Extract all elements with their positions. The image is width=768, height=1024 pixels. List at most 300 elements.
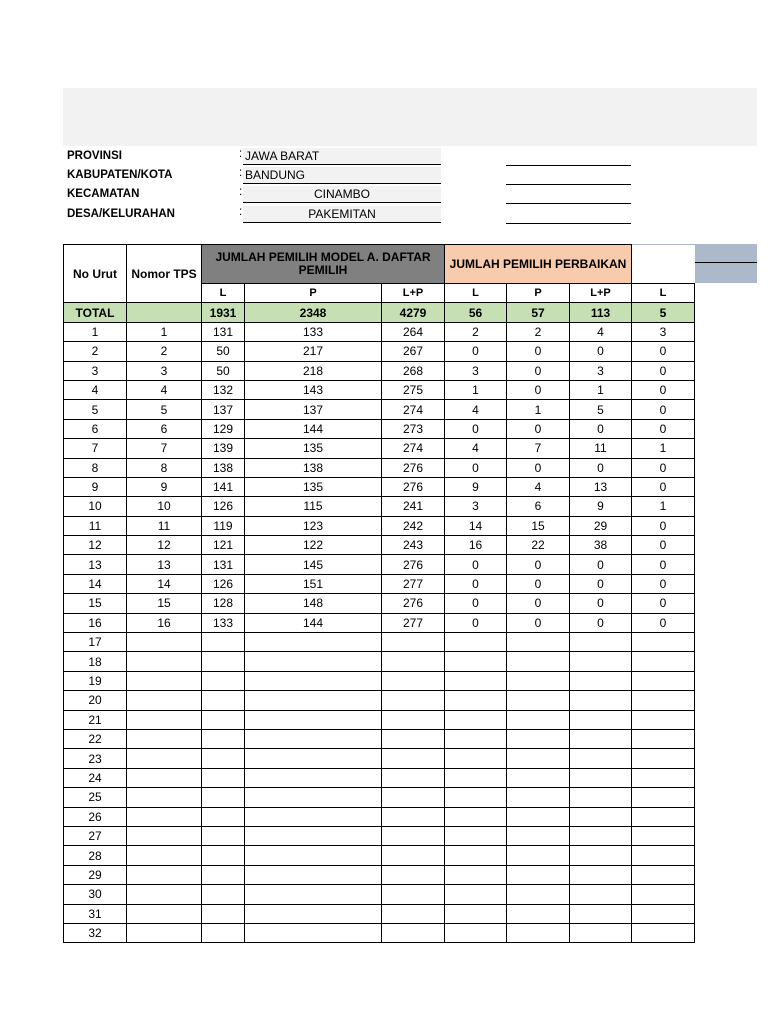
table-cell[interactable] [570,749,632,768]
table-cell[interactable]: 0 [445,574,507,593]
table-row [64,555,695,574]
table-cell[interactable] [382,671,445,690]
table-cell[interactable]: 129 [202,419,245,438]
table-cell[interactable] [507,807,570,826]
table-cell[interactable]: 31 [64,904,127,923]
table-cell[interactable]: 273 [382,419,445,438]
table-cell[interactable] [445,788,507,807]
table-cell[interactable] [632,788,695,807]
table-cell[interactable] [382,923,445,942]
table-cell[interactable] [570,768,632,787]
table-cell[interactable] [382,749,445,768]
table-cell[interactable]: 133 [245,322,382,341]
table-cell[interactable]: 0 [632,400,695,419]
table-cell[interactable]: 0 [445,458,507,477]
table-cell[interactable]: 135 [245,439,382,458]
table-cell[interactable] [382,826,445,845]
table-cell[interactable] [202,652,245,671]
table-cell[interactable]: 0 [445,419,507,438]
table-cell[interactable]: 14 [445,516,507,535]
table-cell[interactable] [507,749,570,768]
table-cell[interactable] [245,652,382,671]
table-cell[interactable] [570,788,632,807]
table-cell[interactable]: 6 [127,419,202,438]
table-cell[interactable]: 138 [245,458,382,477]
table-cell[interactable]: 0 [632,555,695,574]
table-cell[interactable] [445,633,507,652]
table-cell[interactable]: 8 [64,458,127,477]
table-cell[interactable]: 2 [507,322,570,341]
table-cell[interactable] [570,671,632,690]
table-cell[interactable] [445,671,507,690]
provinsi-extra-field[interactable] [506,148,631,166]
table-cell[interactable]: 15 [507,516,570,535]
table-cell[interactable]: 2 [127,342,202,361]
table-cell[interactable]: 4 [570,322,632,341]
table-cell[interactable] [245,826,382,845]
table-cell[interactable] [507,633,570,652]
table-cell[interactable] [507,671,570,690]
table-cell[interactable]: 0 [507,419,570,438]
table-cell[interactable] [445,807,507,826]
table-cell[interactable]: 9 [570,497,632,516]
table-cell[interactable]: 133 [202,613,245,632]
table-cell[interactable]: 139 [202,439,245,458]
table-cell[interactable] [382,788,445,807]
table-cell[interactable]: 0 [632,380,695,399]
table-cell[interactable] [507,768,570,787]
table-cell[interactable] [382,846,445,865]
provinsi-value[interactable]: JAWA BARAT [243,148,441,165]
table-cell[interactable] [127,904,202,923]
table-cell[interactable]: 145 [245,555,382,574]
table-cell[interactable]: 276 [382,477,445,496]
table-cell[interactable] [245,788,382,807]
table-cell[interactable] [445,904,507,923]
table-cell[interactable] [445,865,507,884]
table-cell[interactable] [445,729,507,748]
table-cell[interactable]: 243 [382,536,445,555]
table-cell[interactable]: 128 [202,594,245,613]
table-cell[interactable]: 13 [64,555,127,574]
table-cell[interactable]: 13 [570,477,632,496]
table-cell[interactable] [570,633,632,652]
table-cell[interactable]: 3 [570,361,632,380]
table-cell[interactable] [632,904,695,923]
table-cell[interactable]: 3 [64,361,127,380]
table-cell[interactable] [127,846,202,865]
table-cell[interactable]: 0 [570,613,632,632]
table-cell[interactable]: 16 [445,536,507,555]
table-cell[interactable] [382,904,445,923]
kabupaten-value[interactable]: BANDUNG [243,167,441,184]
table-cell[interactable] [127,710,202,729]
table-cell[interactable]: 122 [245,536,382,555]
table-cell[interactable]: 1 [632,497,695,516]
table-cell[interactable] [570,710,632,729]
table-cell[interactable] [632,768,695,787]
table-cell[interactable]: 0 [632,419,695,438]
table-cell[interactable]: 131 [202,322,245,341]
table-cell[interactable]: 0 [632,536,695,555]
table-cell[interactable] [507,885,570,904]
table-cell[interactable] [445,768,507,787]
table-cell[interactable]: 0 [570,574,632,593]
table-cell[interactable]: 16 [127,613,202,632]
table-cell[interactable] [632,865,695,884]
table-cell[interactable] [507,710,570,729]
table-cell[interactable] [382,768,445,787]
table-cell[interactable]: 19 [64,671,127,690]
table-cell[interactable]: 3 [127,361,202,380]
table-cell[interactable] [202,846,245,865]
table-cell[interactable] [570,923,632,942]
table-cell[interactable]: 268 [382,361,445,380]
table-cell[interactable]: 0 [507,380,570,399]
table-cell[interactable] [632,671,695,690]
table-cell[interactable]: 0 [507,555,570,574]
table-cell[interactable] [245,633,382,652]
table-cell[interactable] [445,749,507,768]
table-cell[interactable]: 29 [570,516,632,535]
table-cell[interactable]: 24 [64,768,127,787]
table-cell[interactable]: 8 [127,458,202,477]
table-cell[interactable]: 29 [64,865,127,884]
table-cell[interactable]: 5 [127,400,202,419]
table-cell[interactable]: 0 [632,477,695,496]
table-cell[interactable]: 0 [507,342,570,361]
table-cell[interactable]: 25 [64,788,127,807]
table-cell[interactable] [202,671,245,690]
table-cell[interactable]: 13 [127,555,202,574]
table-cell[interactable]: 138 [202,458,245,477]
table-cell[interactable]: 0 [507,574,570,593]
table-cell[interactable] [202,633,245,652]
table-cell[interactable] [245,885,382,904]
table-cell[interactable]: 241 [382,497,445,516]
table-cell[interactable]: 0 [445,555,507,574]
table-cell[interactable]: 3 [445,497,507,516]
table-cell[interactable] [632,885,695,904]
table-cell[interactable] [445,826,507,845]
table-cell[interactable] [245,923,382,942]
desa-value[interactable]: PAKEMITAN [243,206,441,223]
table-cell[interactable]: 0 [507,594,570,613]
table-cell[interactable] [127,729,202,748]
table-cell[interactable] [570,885,632,904]
table-cell[interactable] [445,923,507,942]
table-cell[interactable] [445,710,507,729]
table-cell[interactable] [245,749,382,768]
table-cell[interactable]: 1 [507,400,570,419]
table-cell[interactable] [202,749,245,768]
table-cell[interactable] [570,729,632,748]
table-cell[interactable]: 27 [64,826,127,845]
table-cell[interactable] [127,749,202,768]
table-cell[interactable]: 7 [127,439,202,458]
table-cell[interactable] [202,788,245,807]
table-cell[interactable] [632,633,695,652]
table-cell[interactable]: 0 [570,594,632,613]
table-cell[interactable]: 0 [632,342,695,361]
table-cell[interactable] [382,691,445,710]
table-cell[interactable] [445,846,507,865]
table-cell[interactable]: 115 [245,497,382,516]
table-cell[interactable]: 2 [445,322,507,341]
table-cell[interactable]: 218 [245,361,382,380]
table-cell[interactable] [570,865,632,884]
table-cell[interactable]: 4 [507,477,570,496]
table-cell[interactable] [245,865,382,884]
kecamatan-value[interactable]: CINAMBO [243,186,441,203]
table-cell[interactable] [245,846,382,865]
table-cell[interactable]: 119 [202,516,245,535]
table-cell[interactable] [127,652,202,671]
table-cell[interactable]: 10 [64,497,127,516]
table-cell[interactable]: 274 [382,439,445,458]
table-cell[interactable]: 148 [245,594,382,613]
table-cell[interactable] [445,885,507,904]
table-cell[interactable]: 32 [64,923,127,942]
table-cell[interactable]: 132 [202,380,245,399]
table-cell[interactable] [245,691,382,710]
table-cell[interactable] [382,633,445,652]
table-cell[interactable]: 16 [64,613,127,632]
table-cell[interactable] [632,846,695,865]
table-cell[interactable]: 14 [64,574,127,593]
table-cell[interactable] [127,923,202,942]
table-cell[interactable] [127,826,202,845]
table-cell[interactable] [127,865,202,884]
table-cell[interactable] [382,652,445,671]
table-cell[interactable]: 28 [64,846,127,865]
table-cell[interactable]: 7 [507,439,570,458]
table-cell[interactable]: 0 [507,613,570,632]
table-cell[interactable] [632,652,695,671]
table-cell[interactable]: 11 [64,516,127,535]
table-cell[interactable] [382,865,445,884]
table-cell[interactable]: 22 [507,536,570,555]
table-cell[interactable]: 131 [202,555,245,574]
table-row [64,691,695,710]
table-cell[interactable]: 0 [445,594,507,613]
table-cell[interactable] [570,807,632,826]
table-cell[interactable] [445,691,507,710]
table-cell[interactable] [382,807,445,826]
table-cell[interactable]: 126 [202,497,245,516]
table-cell[interactable] [570,846,632,865]
table-cell[interactable]: 0 [632,594,695,613]
table-cell[interactable]: 0 [570,419,632,438]
table-cell[interactable] [507,788,570,807]
table-cell[interactable]: 3 [632,322,695,341]
table-cell[interactable] [245,904,382,923]
table-cell[interactable]: 12 [127,536,202,555]
table-cell[interactable] [202,826,245,845]
table-cell[interactable] [127,807,202,826]
table-cell[interactable]: 1 [632,439,695,458]
table-cell[interactable] [127,633,202,652]
table-cell[interactable] [127,691,202,710]
table-cell[interactable]: 11 [127,516,202,535]
table-cell[interactable]: 1 [64,322,127,341]
table-cell[interactable] [127,885,202,904]
table-cell[interactable] [245,729,382,748]
table-cell[interactable]: 0 [507,361,570,380]
table-cell[interactable]: 144 [245,613,382,632]
table-cell[interactable]: 137 [202,400,245,419]
table-cell[interactable]: 0 [632,574,695,593]
table-cell[interactable] [570,826,632,845]
table-cell[interactable]: 0 [570,458,632,477]
table-cell[interactable] [632,691,695,710]
table-cell[interactable]: 264 [382,322,445,341]
table-cell[interactable]: 126 [202,574,245,593]
table-cell[interactable]: 0 [632,613,695,632]
table-cell[interactable] [632,749,695,768]
table-cell[interactable]: 5 [570,400,632,419]
table-cell[interactable]: 9 [64,477,127,496]
table-cell[interactable] [507,846,570,865]
table-cell[interactable]: 276 [382,555,445,574]
table-cell[interactable] [127,788,202,807]
table-cell[interactable]: 143 [245,380,382,399]
table-cell[interactable]: 9 [127,477,202,496]
table-cell[interactable] [382,710,445,729]
table-cell[interactable]: 0 [507,458,570,477]
header-next-blank [632,245,695,284]
table-cell[interactable]: 276 [382,594,445,613]
table-cell[interactable]: 135 [245,477,382,496]
table-cell[interactable]: 0 [632,516,695,535]
table-cell[interactable] [570,691,632,710]
table-cell[interactable]: 30 [64,885,127,904]
table-cell[interactable]: 0 [570,342,632,361]
table-cell[interactable] [202,710,245,729]
table-cell[interactable]: 277 [382,574,445,593]
table-cell[interactable]: 11 [570,439,632,458]
table-cell[interactable]: 5 [64,400,127,419]
table-cell[interactable] [632,826,695,845]
table-cell[interactable]: 144 [245,419,382,438]
table-cell[interactable]: 9 [445,477,507,496]
table-cell[interactable]: 17 [64,633,127,652]
table-cell[interactable] [202,923,245,942]
table-cell[interactable] [127,671,202,690]
table-cell[interactable]: 20 [64,691,127,710]
table-cell[interactable]: 242 [382,516,445,535]
table-cell[interactable]: 0 [445,342,507,361]
table-cell[interactable] [507,923,570,942]
table-cell[interactable]: 0 [632,361,695,380]
table-cell[interactable]: 121 [202,536,245,555]
table-cell[interactable] [632,710,695,729]
table-cell[interactable] [202,691,245,710]
table-cell[interactable]: 22 [64,729,127,748]
table-cell[interactable]: 275 [382,380,445,399]
table-cell[interactable]: 12 [64,536,127,555]
table-cell[interactable]: 0 [570,555,632,574]
table-cell[interactable]: 1 [445,380,507,399]
table-cell[interactable]: 10 [127,497,202,516]
table-cell[interactable] [507,652,570,671]
table-cell[interactable]: 23 [64,749,127,768]
table-cell[interactable]: 0 [632,458,695,477]
table-cell[interactable] [127,768,202,787]
table-cell[interactable]: 276 [382,458,445,477]
desa-extra-field[interactable] [506,206,631,224]
table-cell[interactable] [507,826,570,845]
table-cell[interactable] [382,885,445,904]
kabupaten-extra-field[interactable] [506,167,631,185]
table-cell[interactable] [445,652,507,671]
table-cell[interactable]: 50 [202,361,245,380]
table-cell[interactable] [570,904,632,923]
table-cell[interactable] [507,904,570,923]
table-cell[interactable]: 0 [445,613,507,632]
table-cell[interactable] [570,652,632,671]
table-cell[interactable]: 38 [570,536,632,555]
table-cell[interactable] [382,729,445,748]
table-cell[interactable] [202,807,245,826]
table-cell[interactable]: 2 [64,342,127,361]
table-cell[interactable] [202,768,245,787]
table-cell[interactable]: 4 [445,439,507,458]
table-cell[interactable] [507,691,570,710]
table-row [64,516,695,535]
table-cell[interactable]: 141 [202,477,245,496]
table-cell[interactable] [202,885,245,904]
table-cell[interactable]: 1 [127,322,202,341]
table-cell[interactable]: 26 [64,807,127,826]
table-cell[interactable]: 15 [127,594,202,613]
table-cell[interactable]: 4 [445,400,507,419]
table-cell[interactable]: 4 [127,380,202,399]
table-cell[interactable] [632,923,695,942]
table-cell[interactable]: 6 [507,497,570,516]
table-cell[interactable]: 50 [202,342,245,361]
table-cell[interactable]: 6 [64,419,127,438]
table-cell[interactable]: 274 [382,400,445,419]
table-cell[interactable]: 217 [245,342,382,361]
table-cell[interactable] [245,710,382,729]
table-cell[interactable]: 277 [382,613,445,632]
table-cell[interactable] [507,865,570,884]
table-cell[interactable]: 1 [570,380,632,399]
table-cell[interactable] [202,865,245,884]
table-cell[interactable]: 14 [127,574,202,593]
table-cell[interactable]: 15 [64,594,127,613]
table-cell[interactable] [202,729,245,748]
table-cell[interactable] [245,768,382,787]
table-cell[interactable]: 123 [245,516,382,535]
table-cell[interactable]: 137 [245,400,382,419]
table-cell[interactable]: 21 [64,710,127,729]
table-cell[interactable]: 3 [445,361,507,380]
table-cell[interactable] [202,904,245,923]
table-cell[interactable]: 18 [64,652,127,671]
table-cell[interactable] [245,671,382,690]
table-cell[interactable]: 267 [382,342,445,361]
table-cell[interactable] [632,807,695,826]
table-cell[interactable] [245,807,382,826]
table-cell[interactable]: 4 [64,380,127,399]
kecamatan-extra-field[interactable] [506,186,631,204]
table-cell[interactable]: 151 [245,574,382,593]
table-cell[interactable] [632,729,695,748]
table-cell[interactable] [507,729,570,748]
table-cell[interactable]: 7 [64,439,127,458]
